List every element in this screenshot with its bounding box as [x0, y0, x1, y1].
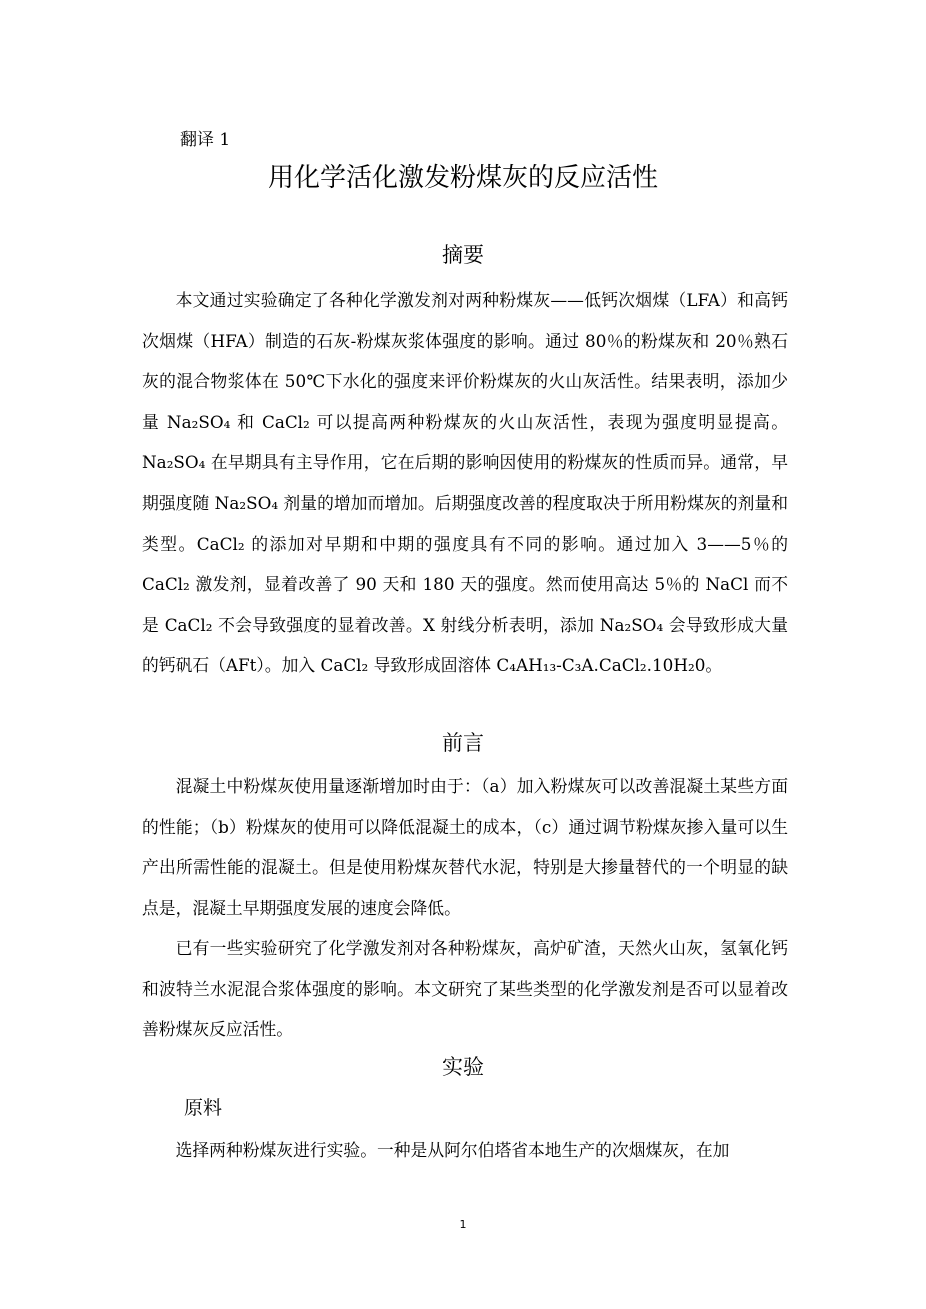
abstract-paragraph: 本文通过实验确定了各种化学激发剂对两种粉煤灰——低钙次烟煤（LFA）和高钙次烟煤（HFA）制造的石灰-粉煤灰浆体强度的影响。通过 80％的粉煤灰和 20％熟石灰的混合物浆体在 50℃下水化的强度来评价粉煤灰的火山灰活性。结果表明，添加少量 Na₂SO₄ 和 CaCl₂ 可以提高两种粉煤灰的火山灰活性，表现为强度明显提高。Na₂SO₄ 在早期具有主导作用，它在后期的影响因使用的粉煤灰的性质而异。通常，早期强度随 Na₂SO₄ 剂量的增加而增加。后期强度改善的程度取决于所用粉煤灰的剂量和类型。CaCl₂ 的添加对早期和中期的强度具有不同的影响。通过加入 3——5％的 CaCl₂ 激发剂，显着改善了 90 天和 180 天的强度。然而使用高达 5％的 NaCl 而不是 CaCl₂ 不会导致强度的显着改善。X 射线分析表明，添加 Na₂SO₄ 会导致形成大量的钙矾石（AFt）。加入 CaCl₂ 导致形成固溶体 C₄AH₁₃-C₃A.CaCl₂.10H₂0。 — [142, 290, 788, 676]
experiment-heading: 实验 — [442, 1055, 484, 1079]
preface-paragraph-2: 已有一些实验研究了化学激发剂对各种粉煤灰，高炉矿渣，天然火山灰，氢氧化钙和波特兰水泥混合浆体强度的影响。本文研究了某些类型的化学激发剂是否可以显着改善粉煤灰反应活性。 — [142, 938, 788, 1040]
document-title: 用化学活化激发粉煤灰的反应活性 — [267, 163, 658, 193]
page-number: 1 — [459, 1218, 467, 1231]
document-label: 翻译 1 — [180, 130, 231, 150]
preface-heading: 前言 — [442, 731, 484, 755]
materials-subheading: 原料 — [184, 1097, 223, 1119]
experiment-paragraph-1: 选择两种粉煤灰进行实验。一种是从阿尔伯塔省本地生产的次烟煤灰，在加 — [175, 1140, 730, 1160]
preface-paragraph-1: 混凝土中粉煤灰使用量逐渐增加时由于：（a）加入粉煤灰可以改善混凝土某些方面的性能；（b）粉煤灰的使用可以降低混凝土的成本，（c）通过调节粉煤灰掺入量可以生产出所需性能的混凝土。但是使用粉煤灰替代水泥，特别是大掺量替代的一个明显的缺点是，混凝土早期强度发展的速度会降低。 — [142, 776, 788, 918]
abstract-heading: 摘要 — [442, 243, 484, 267]
